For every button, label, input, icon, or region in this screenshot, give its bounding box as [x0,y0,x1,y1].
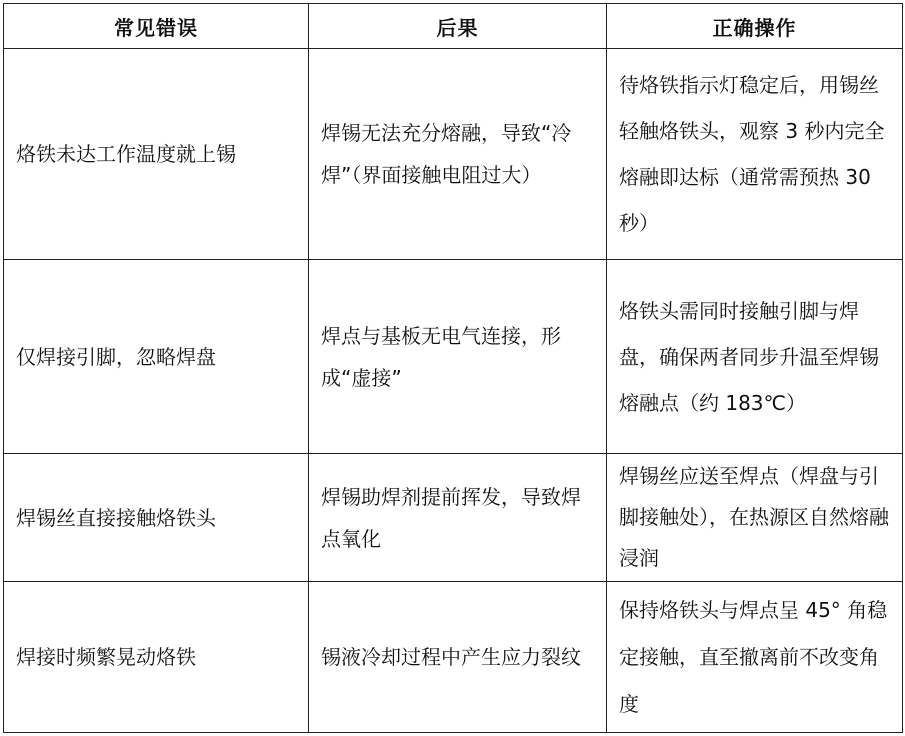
header-mistake: 常见错误 [4,4,309,49]
consequence-cell [309,582,607,733]
mistake-cell [4,582,309,733]
header-correct-operation: 正确操作 [607,4,903,49]
table-row [4,260,903,454]
consequence-text: 锡液冷却过程中产生应力裂纹 [321,645,581,669]
correct-operation-text: 烙铁头需同时接触引脚与焊盘，确保两者同步升温至焊锡熔融点（约 183℃） [619,298,879,415]
mistake-cell [4,49,309,260]
table-row [4,582,903,733]
mistake-cell [4,260,309,454]
consequence-cell [309,49,607,260]
table-row [4,49,903,260]
consequence-text: 焊锡无法充分熔融，导致“冷焊”（界面接触电阻过大） [321,121,572,187]
mistake-text: 焊锡丝直接接触烙铁头 [16,505,216,530]
consequence-cell [309,454,607,582]
correct-operation-cell [607,49,903,260]
consequence-cell [309,260,607,454]
correct-operation-cell [607,260,903,454]
mistake-text: 仅焊接引脚，忽略焊盘 [16,344,216,369]
table-row [4,454,903,582]
correct-operation-text: 保持烙铁头与焊点呈 45° 角稳定接触，直至撤离前不改变角度 [619,597,888,716]
soldering-mistakes-table [3,3,903,733]
header-consequence: 后果 [309,4,607,49]
consequence-text: 焊点与基板无电气连接，形成“虚接” [321,323,561,390]
correct-operation-text: 待烙铁指示灯稳定后，用锡丝轻触烙铁头，观察 3 秒内完全熔融即达标（通常需预热 30 秒） [619,73,885,235]
mistake-text: 烙铁未达工作温度就上锡 [16,142,236,166]
correct-operation-cell [607,454,903,582]
mistake-text: 焊接时频繁晃动烙铁 [16,645,196,669]
correct-operation-cell [607,582,903,733]
mistake-cell [4,454,309,582]
consequence-text: 焊锡助焊剂提前挥发，导致焊点氧化 [321,484,581,551]
correct-operation-text: 焊锡丝应送至焊点（焊盘与引脚接触处），在热源区自然熔融浸润 [619,464,889,570]
table-header-row [4,4,903,49]
